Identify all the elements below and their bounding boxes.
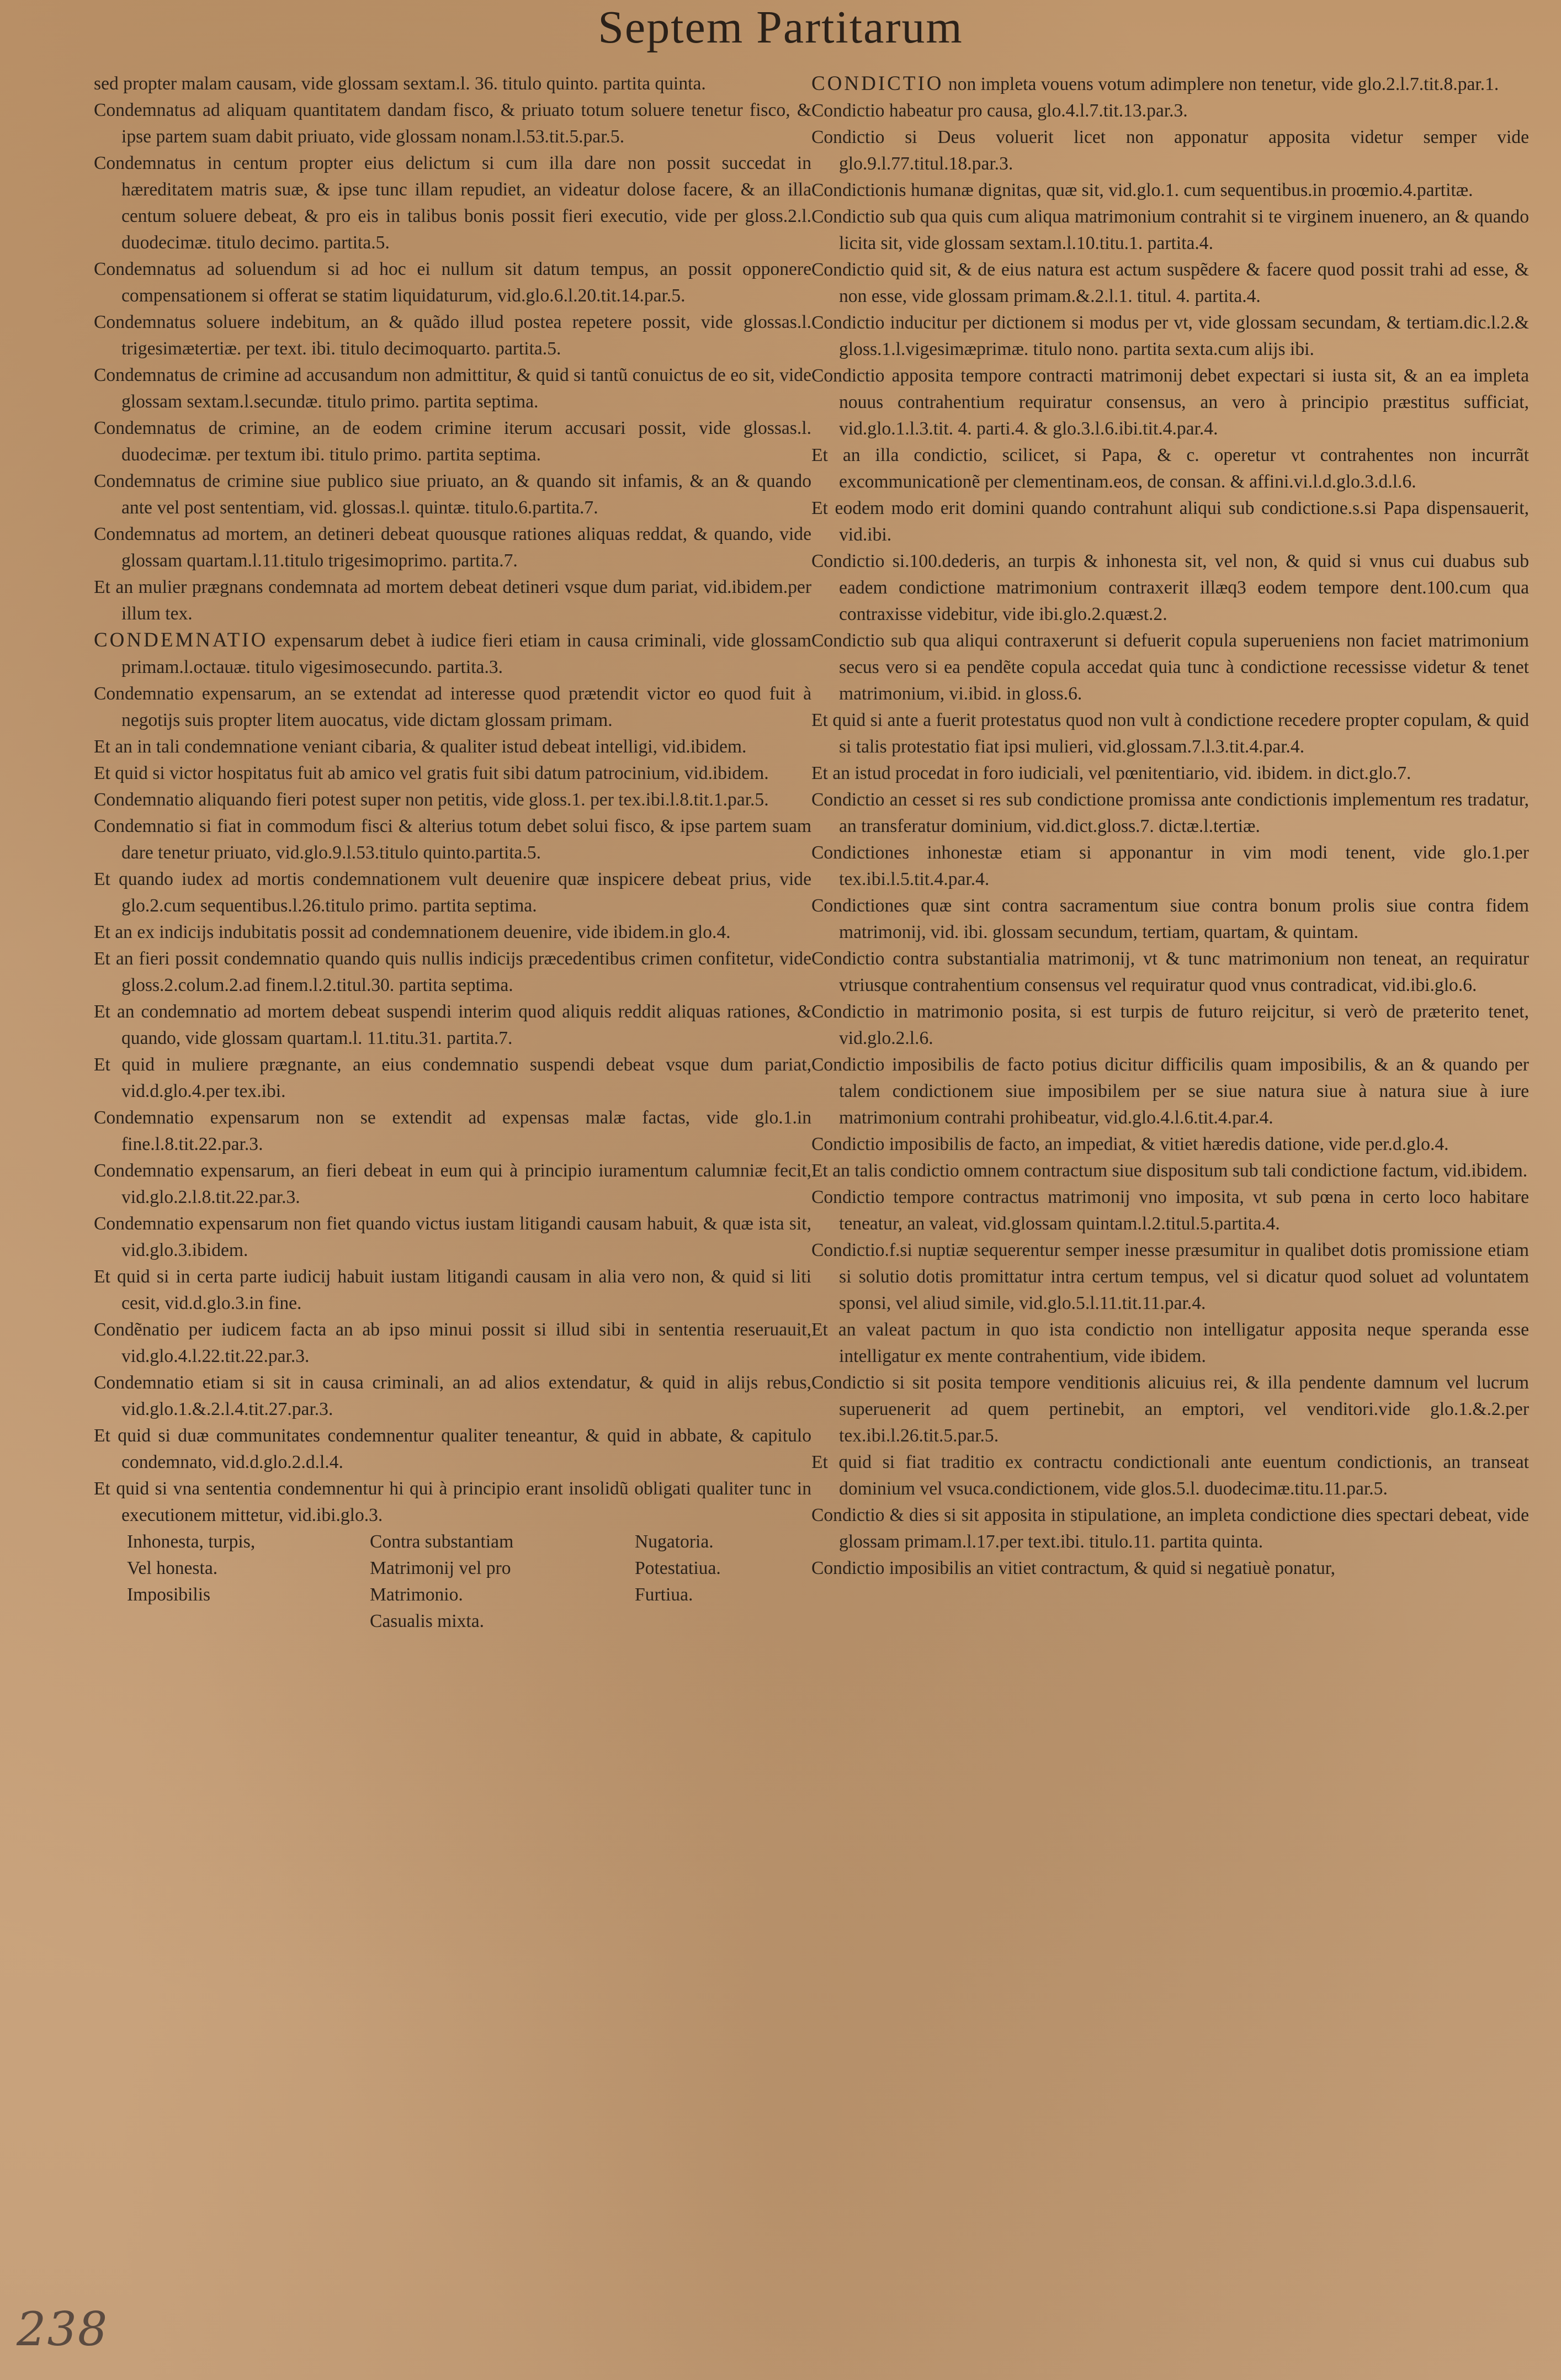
index-entry: Condictiones quæ sint contra sacramentum siue contra bonum prolis siue contra fidem matrimonij, vid. ibi. glossam secundum, tertiam, quartam, & quintam. [811, 895, 1529, 942]
index-entry: Condictio tempore contractus matrimonij vno imposita, vt sub pœna in certo loco habitare teneatur, an valeat, vid.glossam quintam.l.2.titul.5.partita.4. [811, 1187, 1529, 1234]
index-entry: sed propter malam causam, vide glossam sextam.l. 36. titulo quinto. partita quinta. [94, 73, 706, 94]
index-entry: CONDEMNATIO expensarum debet à iudice fieri etiam in causa criminali, vide glossam primam.l.octauæ. titulo vigesimosecundo. partita.3. [94, 629, 811, 677]
index-entry: Condemnatio expensarum, an fieri debeat in eum qui à principio iuramentum calumniæ fecit, vid.glo.2.l.8.tit.22.par.3. [94, 1160, 811, 1207]
index-entry: Condictio imposibilis an vitiet contractum, & quid si negatiuè ponatur, [811, 1558, 1335, 1578]
index-entry: Condictio imposibilis de facto potius dicitur difficilis quam imposibilis, & an & quando per talem condictionem siue imposibilem per se siue natura siue à natura siue à iure matrimonium contrahi prohibeatur, vid.glo.4.l.6.tit.4.par.4. [811, 1054, 1529, 1128]
index-entry: Condemnatio expensarum non fiet quando victus iustam litigandi causam habuit, & quæ ista sit, vid.glo.3.ibidem. [94, 1213, 811, 1260]
condition-type: Contra substantiam [370, 1531, 514, 1552]
page-number: 238 [17, 2302, 109, 2356]
index-entry: Condemnatus ad mortem, an detineri debeat quousque rationes aliquas reddat, & quando, vide glossam quartam.l.11.titulo trigesimoprimo. partita.7. [94, 524, 811, 571]
index-entry: CONDICTIO non impleta vouens votum adimplere non tenetur, vide glo.2.l.7.tit.8.par.1. [811, 72, 1499, 95]
condition-type [635, 1608, 822, 1635]
index-entry: Condictio si.100.dederis, an turpis & inhonesta sit, vel non, & quid si vnus cui duabus sub eadem condictione matrimonium contraxerit illæq3 eodem tempore dent.100.cum qua contraxisse videbitur, vide ibi.glo.2.quæst.2. [811, 551, 1529, 624]
condition-type: Matrimonio. [370, 1584, 463, 1605]
index-entry: Et an fieri possit condemnatio quando quis nullis indicijs præcedentibus crimen confitetur, vide gloss.2.colum.2.ad finem.l.2.titul.30. partita septima. [94, 948, 811, 995]
index-entry: Et quando iudex ad mortis condemnationem vult deuenire quæ inspicere debeat prius, vide glo.2.cum sequentibus.l.26.titulo primo. partita septima. [94, 869, 811, 916]
index-entry: Condictio habeatur pro causa, glo.4.l.7.tit.13.par.3. [811, 100, 1188, 121]
index-entry: Condemnatio si fiat in commodum fisci & alterius totum debet solui fisco, & ipse partem suam dare tenetur priuato, vid.glo.9.l.53.titulo quinto.partita.5. [94, 816, 811, 863]
index-entry: Et quid si vna sententia condemnentur hi qui à principio erant insolidũ obligati qualiter tunc in executionem mittetur, vid.ibi.glo.3. [94, 1478, 811, 1525]
index-entry: Condemnatio etiam si sit in causa criminali, an ad alios extendatur, & quid in alijs rebus, vid.glo.1.&.2.l.4.tit.27.par.3. [94, 1372, 811, 1419]
index-entry: Condictio in matrimonio posita, si est turpis de futuro reijcitur, si verò de præterito tenet, vid.glo.2.l.6. [811, 1001, 1529, 1048]
condition-type: Inhonesta, turpis, [127, 1531, 256, 1552]
index-entry: Condemnatus de crimine, an de eodem crimine iterum accusari possit, vide glossas.l. duodecimæ. per textum ibi. titulo primo. partita septima. [94, 418, 811, 465]
index-entry: Condemnatus de crimine ad accusandum non admittitur, & quid si tantũ conuictus de eo sit, vide glossam sextam.l.secundæ. titulo primo. partita septima. [94, 365, 811, 412]
index-entry: Condemnatio aliquando fieri potest super non petitis, vide gloss.1. per tex.ibi.l.8.tit.1.par.5. [94, 789, 769, 810]
index-entry: Condictio contra substantialia matrimonij, vt & tunc matrimonium non teneat, an requiratur vtriusque contrahentium consensus vel requiratur quod vnus contradicat, vid.ibi.glo.6. [811, 948, 1529, 995]
condition-type: Potestatiua. [635, 1558, 721, 1578]
index-entry: Condemnatio expensarum, an se extendat ad interesse quod prætendit victor eo quod fuit à negotijs suis propter litem auocatus, vide dictam glossam primam. [94, 683, 811, 730]
index-entry: Condictio sub qua aliqui contraxerunt si defuerit copula superueniens non faciet matrimonium secus vero si ea pendẽte copula accedat quia tunc à condictione recessisse videtur & tenet matrimonium, vi.ibid. in gloss.6. [811, 630, 1529, 704]
index-entry: Condictio apposita tempore contracti matrimonij debet expectari si iusta sit, & an ea impleta nouus contrahentium requiratur consensus, an vero à principio præstitus sufficiat, vid.glo.1.l.3.tit. 4. parti.4. & glo.3.l.6.ibi.tit.4.par.4. [811, 365, 1529, 439]
condition-type: Furtiua. [635, 1584, 693, 1605]
index-entry: Et quid si fiat traditio ex contractu condictionali ante euentum condictionis, an transeat dominium vel vsuca.condictionem, vide glos.5.l. duodecimæ.titu.11.par.5. [811, 1452, 1529, 1499]
index-entry: Condemnatus soluere indebitum, an & quãdo illud postea repetere possit, vide glossas.l. trigesimætertiæ. per text. ibi. titulo decimoquarto. partita.5. [94, 312, 811, 359]
page-header: Septem Partitarum [598, 2, 963, 53]
index-entry: Et an mulier prægnans condemnata ad mortem debeat detineri vsque dum pariat, vid.ibidem.per illum tex. [94, 577, 811, 624]
index-entry: Condictio inducitur per dictionem si modus per vt, vide glossam secundam, & tertiam.dic.l.2.& gloss.1.l.vigesimæprimæ. titulo nono. partita sexta.cum alijs ibi. [811, 312, 1529, 359]
index-entry: Et eodem modo erit domini quando contrahunt aliqui sub condictione.s.si Papa dispensauerit, vid.ibi. [811, 498, 1529, 545]
index-entry: Et an condemnatio ad mortem debeat suspendi interim quod aliquis reddit aliquas rationes, & quando, vide glossam quartam.l. 11.titu.31. partita.7. [94, 1001, 811, 1048]
index-entry: Et an istud procedat in foro iudiciali, vel pœnitentiario, vid. ibidem. in dict.glo.7. [811, 763, 1411, 783]
index-entry: Condictio si Deus voluerit licet non apponatur apposita videtur semper vide glo.9.l.77.titul.18.par.3. [811, 127, 1529, 174]
index-entry: Condictiones inhonestæ etiam si apponantur in vim modi tenent, vide glo.1.per tex.ibi.l.5.tit.4.par.4. [811, 842, 1529, 889]
condition-type: Nugatoria. [635, 1531, 714, 1552]
index-entry: Condictio imposibilis de facto, an impediat, & vitiet hæredis datione, vide per.d.glo.4. [811, 1134, 1449, 1154]
index-entry: Condemnatio expensarum non se extendit ad expensas malæ factas, vide glo.1.in fine.l.8.tit.22.par.3. [94, 1107, 811, 1154]
condition-type: Matrimonij vel pro [370, 1558, 511, 1578]
index-entry: Condictio sub qua quis cum aliqua matrimonium contrahit si te virginem inuenero, an & quando licita sit, vide glossam sextam.l.10.titu.1. partita.4. [811, 206, 1529, 253]
condition-type [127, 1608, 370, 1635]
index-entry: Et an in tali condemnatione veniant cibaria, & qualiter istud debeat intelligi, vid.ibidem. [94, 736, 747, 757]
left-column [94, 71, 811, 1635]
index-entry: Et an valeat pactum in quo ista condictio non intelligatur apposita neque speranda esse intelligatur ex mente contrahentium, vide ibidem. [811, 1319, 1529, 1366]
index-entry: Condemnatus in centum propter eius delictum si cum illa dare non possit succedat in hæreditatem matris suæ, & ipse tunc illam repudiet, an videatur dolose facere, & an illa centum soluere debeat, & pro eis in talibus bonis possit fieri executio, vide per gloss.2.l. duodecimæ. titulo decimo. partita.5. [94, 153, 811, 253]
index-entry: Et quid si victor hospitatus fuit ab amico vel gratis fuit sibi datum patrocinium, vid.ibidem. [94, 763, 769, 783]
right-column [811, 71, 1529, 1582]
index-entry: Et an illa condictio, scilicet, si Papa, & c. operetur vt contrahentes non incurrãt excommunicationẽ per clementinam.eos, de consan. & affini.vi.l.d.glo.3.d.l.6. [811, 445, 1529, 492]
index-entry: Condictio quid sit, & de eius natura est actum suspẽdere & facere quod possit trahi ad esse, & non esse, vide glossam primam.&.2.l.1. titul. 4. partita.4. [811, 259, 1529, 306]
index-entry: Condẽnatio per iudicem facta an ab ipso minui possit si illud sibi in sententia reseruauit, vid.glo.4.l.22.tit.22.par.3. [94, 1319, 811, 1366]
index-entry: Condemnatus ad aliquam quantitatem dandam fisco, & priuato totum soluere tenetur fisco, & ipse partem suam dabit priuato, vide glossam nonam.l.53.tit.5.par.5. [94, 100, 811, 147]
index-entry: Et quid si ante a fuerit protestatus quod non vult à condictione recedere propter copulam, & quid si talis protestatio fiat ipsi mulieri, vid.glossam.7.l.3.tit.4.par.4. [811, 710, 1529, 757]
index-entry: Et quid si duæ communitates condemnentur qualiter teneantur, & quid in abbate, & capitulo condemnato, vid.d.glo.2.d.l.4. [94, 1425, 811, 1472]
index-entry: Et an ex indicijs indubitatis possit ad condemnationem deuenire, vide ibidem.in glo.4. [94, 922, 731, 942]
condition-type: Vel honesta. [127, 1558, 218, 1578]
index-entry: Condemnatus ad soluendum si ad hoc ei nullum sit datum tempus, an possit opponere compensationem si offerat se statim liquidaturum, vid.glo.6.l.20.tit.14.par.5. [94, 259, 811, 306]
condition-types-list [94, 1529, 811, 1635]
index-entry: Condictio.f.si nuptiæ sequerentur semper inesse præsumitur in qualibet dotis promissione etiam si solutio dotis promittatur intra certum tempus, vel si dicatur quod soluet ad voluntatem sponsi, vel aliud simile, vid.glo.5.l.11.tit.11.par.4. [811, 1240, 1529, 1313]
index-entry: Condictio & dies si sit apposita in stipulatione, an impleta condictione dies spectari debeat, vide glossam primam.l.17.per text.ibi. titulo.11. partita quinta. [811, 1505, 1529, 1552]
condition-type: Casualis mixta. [370, 1611, 485, 1631]
condition-type: Imposibilis [127, 1584, 211, 1605]
index-entry: Et quid si in certa parte iudicij habuit iustam litigandi causam in alia vero non, & quid si liti cesit, vid.d.glo.3.in fine. [94, 1266, 811, 1313]
index-entry: Et quid in muliere prægnante, an eius condemnatio suspendi debeat vsque dum pariat, vid.d.glo.4.per tex.ibi. [94, 1054, 811, 1101]
index-entry: Condictio an cesset si res sub condictione promissa ante condictionis implementum res tradatur, an transferatur dominium, vid.dict.gloss.7. dictæ.l.tertiæ. [811, 789, 1529, 836]
index-entry: Condemnatus de crimine siue publico siue priuato, an & quando sit infamis, & an & quando ante vel post sententiam, vid. glossas.l. quintæ. titulo.6.partita.7. [94, 471, 811, 518]
index-entry: Condictionis humanæ dignitas, quæ sit, vid.glo.1. cum sequentibus.in proœmio.4.partitæ. [811, 180, 1473, 200]
index-entry: Condictio si sit posita tempore venditionis alicuius rei, & illa pendente damnum vel lucrum superuenerit ad quem pertinebit, an emptori, vel venditori.vide glo.1.&.2.per tex.ibi.l.26.tit.5.par.5. [811, 1372, 1529, 1446]
index-entry: Et an talis condictio omnem contractum siue dispositum sub tali condictione factum, vid.ibidem. [811, 1160, 1528, 1181]
